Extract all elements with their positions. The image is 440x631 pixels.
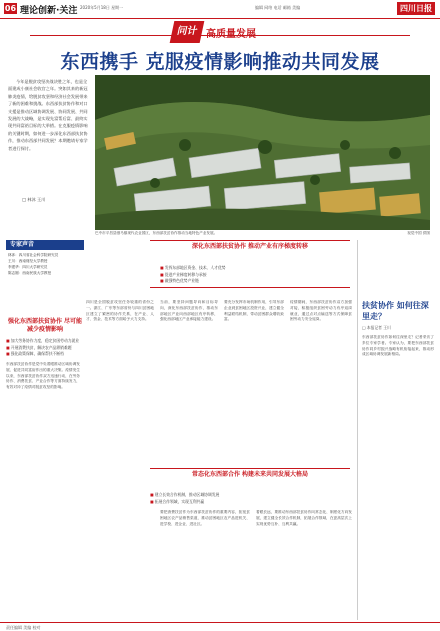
expert-item: 林沐：四川省社会科学院研究员 — [8, 253, 59, 257]
body-column-3: 当前，要坚持问题导向和目标导向，深化东西部扶贫协作，推动东部地区产业向西部地区有序转移，强化西部地区产业承接能力建设。 — [160, 300, 218, 322]
aerial-photo — [95, 75, 430, 230]
expert-item: 李建华：四川大学研究员 — [8, 265, 48, 269]
column-divider — [357, 240, 358, 620]
body-column-4: 要充分发挥市场机制作用，引导东部企业到贫困地区投资兴业，建立健全利益联结机制，带动贫困群众增收致富。 — [224, 300, 284, 322]
section-point: ■ 强化政策保障，确保帮扶不断档 — [6, 351, 86, 358]
section-point: ■ 促进产业梯度转移与承接 — [160, 272, 345, 279]
issue-date: 2020年5月18日 星期一 — [80, 5, 124, 10]
section-points-2 — [6, 338, 86, 358]
section-point: ■ 开展消费扶贫，解决农产品滞销难题 — [6, 345, 86, 352]
intro-byline: □ 林沐 王川 — [22, 197, 46, 202]
body-column-6: 要把消费扶贫作为东西部扶贫协作的重要内容，拓宽贫困地区农产品销售渠道，推动贫困地区农产品进机关、进学校、进企业、进社区。 — [160, 510, 250, 526]
feature-title: 扶贫协作 如何往深里走？ — [362, 301, 429, 321]
body-column-2: 四川是全国脱贫攻坚任务较重的省份之一。浙江、广东等东部省份与四川贫困地区建立了紧密的协作关系，在产业、人才、资金、技术等方面给予大力支持。 — [86, 300, 154, 322]
section-point: ■ 建立长效合作机制，推动区域协调发展 — [150, 492, 350, 499]
photo-caption: 巴中市平昌县驷马镇现代农业园区，东西部扶贫协作推动当地特色产业发展。 — [95, 231, 218, 235]
column-banner — [0, 19, 440, 45]
banner-tag-primary: 问计 — [170, 21, 205, 43]
body-column-1: 东西部扶贫协作是党中央着眼推动区域协调发展、促进共同富裕作出的重大决策。疫情发生以来，东西部扶贫协作双方迅速行动，在劳务协作、消费扶贫、产业合作等方面持续发力，有效对冲了疫情对脱贫攻坚的影响。 — [6, 362, 80, 390]
section-rule — [150, 240, 350, 241]
section-rule — [150, 468, 350, 469]
headline: 东西携手 克服疫情影响推动共同发展 — [60, 51, 380, 73]
page-number: 06 — [4, 4, 17, 13]
aerial-photo-illustration — [95, 75, 430, 230]
experts-list — [6, 250, 84, 278]
section-points-3 — [150, 492, 350, 505]
section-point: ■ 拓展合作领域，实现互利共赢 — [150, 499, 350, 506]
feature-body: 东西部扶贫协作如何往深里走？记者采访了多位专家学者。专家认为，要把东西部扶贫协作同乡村振兴战略有机衔接起来，推动形成区域协调发展新格局。 — [362, 335, 434, 357]
feature-byline: □ 本报记者 王川 — [362, 325, 391, 330]
expert-item: 陈志刚：西南民族大学教授 — [8, 271, 52, 275]
experts-box — [6, 240, 84, 315]
editor-contact: 编辑 网络 电话 邮箱 美编 — [255, 5, 301, 10]
intro-paragraph: 今年是脱贫攻坚决战决胜之年，也是全面建成小康社会收官之年。突如其来的新冠肺炎疫情，给脱贫攻坚和经济社会发展带来了新的困难和挑战。东西部扶贫协作和对口支援是推动区域协调发展、协同发展、共同发展的大战略，是实现先富帮后富、最终实现共同富裕目标的大举措。在克服疫情影响的关键时期，如何进一步深化东西部扶贫协作，推动东西部共同发展？本期邀请专家学者进行探讨。 — [8, 79, 88, 151]
section-title-2: 强化东西部扶贫协作 尽可能减少疫情影响 — [7, 318, 83, 333]
section-points-1 — [160, 265, 345, 285]
section-point: ■ 做强特色优势产业链 — [160, 278, 345, 285]
footer-credits: 责任编辑 美编 校对 — [6, 625, 41, 630]
section-rule — [150, 287, 350, 288]
body-column-7: 着眼长远，要推动东西部扶贫协作向常态化、制度化方向发展，建立健全长效合作机制，拓展合作领域，在更高层次上实现优势互补、互利共赢。 — [256, 510, 352, 526]
experts-heading: 专家声音 — [6, 240, 84, 250]
banner-logo — [172, 21, 262, 43]
section-title-1: 深化东西部扶贫协作 推动产业有序梯度转移 — [191, 243, 309, 250]
page-header — [0, 0, 440, 19]
page-footer — [0, 622, 440, 631]
body-column-5: 疫情期间，东西部扶贫协作双方加强对接，积极组织贫困劳动力有序返岗就业，通过点对点输送等方式保障贫困劳动力安全返岗。 — [290, 300, 352, 322]
section-name: 理论创新·关注 — [20, 6, 78, 16]
section-point: ■ 加大劳务协作力度，稳定贫困劳动力就业 — [6, 338, 86, 345]
section-title-3: 常态化东西部合作 构建未来共同发展大格局 — [191, 471, 309, 478]
banner-tag-secondary: 高质量发展 — [206, 29, 256, 40]
newspaper-masthead: 四川日报 — [397, 2, 435, 15]
photo-credit: 视觉中国 供图 — [407, 231, 430, 235]
expert-item: 王川：西南财经大学教授 — [8, 259, 48, 263]
section-point: ■ 发挥东部地区资金、技术、人才优势 — [160, 265, 345, 272]
